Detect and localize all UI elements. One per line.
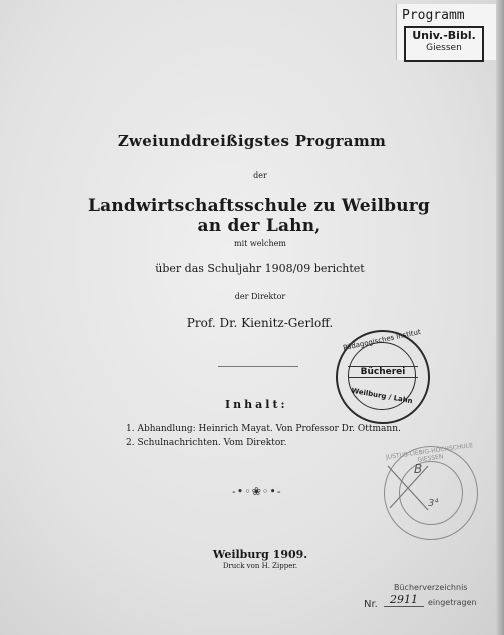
divider [218, 366, 298, 367]
title-der-2: der Direktor [234, 292, 286, 301]
contents-item: 2. Schulnachrichten. Vom Direktor. [126, 438, 287, 448]
stamp2-mark-b: 3⁴ [428, 498, 439, 509]
label-city: Giessen [426, 43, 462, 53]
imprint-place: Weilburg 1909. [212, 548, 308, 561]
stamp2-arc: JUSTUS-LIEBIG-HOCHSCHULE GIESSEN [385, 441, 474, 464]
title-der-1: der [253, 171, 267, 180]
register-number: 2911 [384, 593, 424, 607]
label-univ: Univ.-Bibl. [412, 29, 476, 42]
library-stamp-box [404, 26, 484, 62]
stamp1-top: Pädagogisches Institut [342, 327, 422, 353]
contents-heading: Inhalt: [225, 398, 288, 411]
ornament-icon: -•◦❀◦•- [232, 485, 282, 498]
contents-item: 1. Abhandlung: Heinrich Mayat. Von Professor Dr. Ottmann. [126, 424, 401, 434]
label-programm: Programm [402, 8, 465, 23]
contents-list [126, 422, 401, 450]
imprint-printer: Druck von H. Zipper. [222, 562, 298, 570]
register-title: Bücherverzeichnis [394, 583, 468, 592]
title-line-1: Zweiunddreißigstes Programm [117, 132, 387, 150]
cross-mark-icon [378, 458, 438, 518]
author: Prof. Dr. Kienitz-Gerloff. [186, 316, 334, 330]
register-status: eingetragen [428, 598, 477, 607]
stamp1-middle: Bücherei [348, 366, 418, 378]
register-nr-label: Nr. [364, 599, 378, 610]
stamp1-bottom: Weilburg / Lahn [350, 386, 414, 406]
title-ueber: über das Schuljahr 1908/09 berichtet [155, 262, 365, 275]
title-line-2: Landwirtschaftsschule zu Weilburg an der Lahn, [87, 196, 431, 236]
page-edge [496, 0, 504, 635]
title-mit: mit welchem [234, 239, 286, 248]
stamp2-mark-a: B [414, 462, 423, 476]
